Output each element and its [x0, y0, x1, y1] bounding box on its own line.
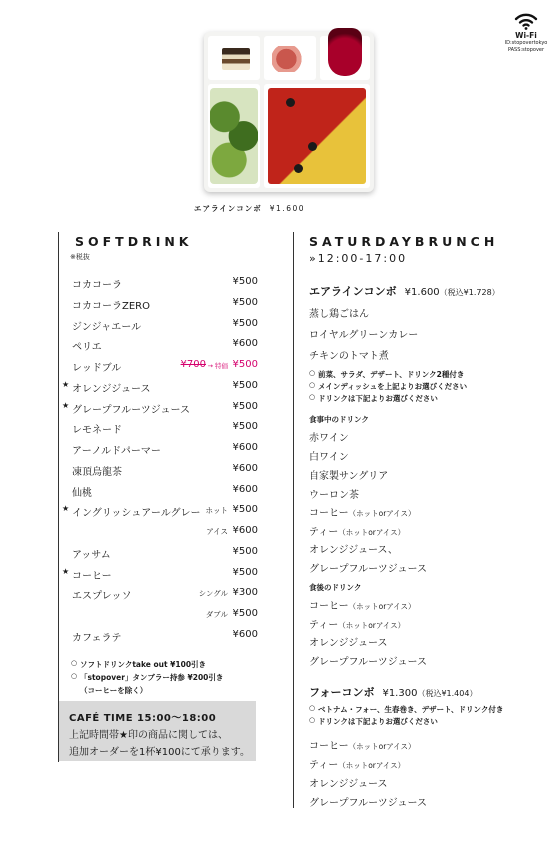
- pho-combo-name: フォーコンボ: [309, 686, 375, 699]
- softdrink-row: [62, 525, 258, 539]
- star-mark: ★: [62, 401, 70, 410]
- wifi-info: [504, 12, 548, 54]
- during-drink-item: ウーロン茶: [309, 490, 359, 501]
- drink-price: ¥500: [232, 276, 258, 287]
- tumbler-note: ○ 「stopover」タンブラー持参 ¥200引き: [80, 672, 223, 683]
- airline-combo-name: エアラインコンボ: [309, 285, 397, 298]
- ham-compartment: [264, 36, 316, 80]
- drink-name: コーヒー: [72, 571, 112, 582]
- softdrink-row: [62, 504, 258, 518]
- drink-price: ¥500: [232, 297, 258, 308]
- star-mark: ★: [62, 380, 70, 389]
- main-item: ロイヤルグリーンカレー: [309, 330, 419, 341]
- airline-note: ○ メインディッシュを上記よりお選びください: [318, 381, 467, 392]
- drink-name: レモネード: [72, 425, 122, 436]
- bento-tray: [204, 32, 374, 192]
- item-label: ティー: [309, 527, 339, 538]
- drink-name: オレンジジュース: [72, 384, 151, 395]
- tax-note: ※税抜: [70, 253, 90, 261]
- during-drink-item: [309, 523, 405, 538]
- main-compartment: [264, 84, 370, 188]
- hot-ice-note: （ホットorアイス）: [338, 528, 406, 537]
- softdrink-row: [62, 380, 258, 394]
- drink-name: ジンジャエール: [72, 322, 142, 333]
- cafe-time-line-1: 上記時間帯★印の商品に関しては、: [69, 730, 228, 741]
- after-drink-item: [309, 616, 405, 631]
- airline-combo-heading: [309, 283, 500, 299]
- drink-price: ¥600: [232, 442, 258, 453]
- during-drink-item: [309, 504, 416, 519]
- photo-caption: [194, 203, 305, 214]
- drink-name: エスプレッソ: [72, 591, 132, 602]
- drink-price: ¥500: [232, 421, 258, 432]
- photo-caption-price: ¥1.600: [269, 204, 306, 213]
- drink-price: ¥600: [232, 463, 258, 474]
- old-price: ¥700: [180, 359, 206, 370]
- softdrink-row: [62, 484, 258, 498]
- cake-image: [222, 48, 250, 70]
- pho-note: ○ ドリンクは下記よりお選びください: [318, 716, 438, 727]
- drink-price: ¥500: [232, 359, 258, 370]
- pho-drink-item: [309, 737, 416, 752]
- softdrink-title: SOFTDRINK: [75, 234, 193, 249]
- item-label: ティー: [309, 760, 339, 771]
- takeout-note: ○ ソフトドリンクtake out ¥100引き: [80, 659, 206, 670]
- drink-name: イングリッシュアールグレー: [72, 508, 201, 519]
- drink-name: 仙桃: [72, 488, 92, 499]
- main-item: 蒸し鶏ごはん: [309, 309, 369, 320]
- drink-name: 凍頂烏龍茶: [72, 467, 122, 478]
- drink-note: ダブル: [205, 610, 228, 619]
- softdrink-row: [62, 587, 258, 601]
- after-drink-item: オレンジジュース: [309, 638, 388, 649]
- cafe-time-line-2: 追加オーダーを1杯¥100にて承ります。: [69, 747, 251, 758]
- drink-name: アーノルドパーマー: [72, 446, 161, 457]
- cafe-time-title: CAFÉ TIME 15:00～18:00: [69, 713, 217, 724]
- softdrink-row: [62, 546, 258, 560]
- after-drink-item: [309, 597, 416, 612]
- drink-price: ¥500: [232, 567, 258, 578]
- wifi-icon: [514, 12, 538, 30]
- hot-ice-note: （ホットorアイス）: [338, 761, 406, 770]
- softdrink-row: [62, 338, 258, 352]
- pho-drink-item: オレンジジュース: [309, 779, 388, 790]
- brunch-hours: »12:00-17:00: [309, 252, 408, 265]
- airline-combo-tax: （税込¥1.728）: [439, 288, 500, 297]
- during-drink-item: 白ワイン: [309, 452, 349, 463]
- left-column-rule: [58, 232, 59, 762]
- drink-compartment: [320, 36, 370, 80]
- tumbler-exclusion-note: （コーヒーを除く）: [80, 686, 148, 695]
- drink-price: ¥500: [232, 380, 258, 391]
- softdrink-row: [62, 318, 258, 332]
- softdrink-row: [62, 608, 258, 622]
- drink-name: グレープフルーツジュース: [72, 405, 190, 416]
- salad-image: [210, 88, 258, 184]
- hot-ice-note: （ホットorアイス）: [348, 509, 416, 518]
- olive-image: [308, 142, 317, 151]
- drink-price: ¥500: [232, 546, 258, 557]
- airline-note: ○ 前菜、サラダ、デザート、ドリンク2種付き: [318, 369, 464, 380]
- photo-caption-name: エアラインコンボ: [194, 204, 262, 213]
- during-drink-heading: 食事中のドリンク: [309, 415, 369, 424]
- airline-combo-price: ¥1.600: [404, 287, 440, 298]
- sangria-glass-image: [328, 28, 362, 76]
- tomato-chicken-rice-image: [268, 88, 366, 184]
- drink-note: アイス: [206, 527, 228, 536]
- cafe-time-box: [59, 701, 256, 761]
- after-drink-item: グレープフルーツジュース: [309, 657, 427, 668]
- drink-price: ¥600: [232, 484, 258, 495]
- softdrink-row: [62, 421, 258, 435]
- drink-name: レッドブル: [72, 363, 122, 374]
- right-column-rule: [293, 232, 294, 808]
- pho-drink-item: グレープフルーツジュース: [309, 798, 427, 809]
- cake-compartment: [208, 36, 260, 80]
- hot-ice-note: （ホットorアイス）: [348, 602, 416, 611]
- pho-combo-tax: （税込¥1.404）: [417, 689, 478, 698]
- drink-note: ホット: [205, 506, 228, 515]
- drink-price: ¥500: [232, 608, 258, 619]
- olive-image: [286, 98, 295, 107]
- drink-price: ¥500: [232, 504, 258, 515]
- during-drink-item: グレープフルーツジュース: [309, 564, 427, 575]
- wifi-pass: PASS:stopover: [507, 47, 545, 53]
- airline-note: ○ ドリンクは下記よりお選びください: [318, 393, 438, 404]
- item-label: ティー: [309, 620, 339, 631]
- salad-compartment: [208, 84, 260, 188]
- softdrink-row: [62, 463, 258, 477]
- drink-name: アッサム: [72, 550, 111, 561]
- during-drink-item: 赤ワイン: [309, 433, 349, 444]
- hot-ice-note: （ホットorアイス）: [348, 742, 416, 751]
- after-drink-heading: 食後のドリンク: [309, 583, 362, 592]
- pho-combo-heading: [309, 684, 477, 700]
- softdrink-row: [62, 359, 258, 373]
- special-price-label: → 特価: [207, 362, 228, 370]
- drink-price: ¥500: [232, 318, 258, 329]
- ham-image: [272, 46, 308, 72]
- during-drink-item: 自家製サングリア: [309, 471, 389, 482]
- drink-price: ¥600: [232, 525, 258, 536]
- item-label: コーヒー: [309, 741, 349, 752]
- drink-price: ¥300: [232, 587, 258, 598]
- drink-price: ¥500: [232, 401, 258, 412]
- item-label: コーヒー: [309, 601, 349, 612]
- pho-combo-price: ¥1.300: [382, 688, 418, 699]
- softdrink-row: [62, 401, 258, 415]
- softdrink-row: [62, 629, 258, 643]
- softdrink-row: [62, 276, 258, 290]
- brunch-title: SATURDAYBRUNCH: [309, 234, 499, 249]
- softdrink-row: [62, 297, 258, 311]
- softdrink-row: [62, 567, 258, 581]
- drink-name: ペリエ: [72, 342, 102, 353]
- drink-name: カフェラテ: [72, 633, 122, 644]
- softdrink-row: [62, 442, 258, 456]
- wifi-label: Wi-Fi: [515, 31, 537, 40]
- pho-drink-item: [309, 756, 405, 771]
- star-mark: ★: [62, 504, 70, 513]
- pho-note: ○ ベトナム・フォー、生春巻き、デザート、ドリンク付き: [318, 704, 503, 715]
- hot-ice-note: （ホットorアイス）: [338, 621, 406, 630]
- star-mark: ★: [62, 567, 70, 576]
- item-label: コーヒー: [309, 508, 349, 519]
- during-drink-item: オレンジジュース、: [309, 545, 398, 556]
- drink-name: コカコーラ: [72, 280, 122, 291]
- olive-image: [294, 164, 303, 173]
- wifi-id: ID:stopovertokyo: [504, 40, 548, 46]
- drink-price: ¥600: [232, 629, 258, 640]
- main-item: チキンのトマト煮: [309, 351, 389, 362]
- drink-name: コカコーラZERO: [72, 301, 150, 312]
- food-photo: [188, 14, 384, 204]
- drink-note: シングル: [198, 589, 228, 598]
- drink-price: ¥600: [232, 338, 258, 349]
